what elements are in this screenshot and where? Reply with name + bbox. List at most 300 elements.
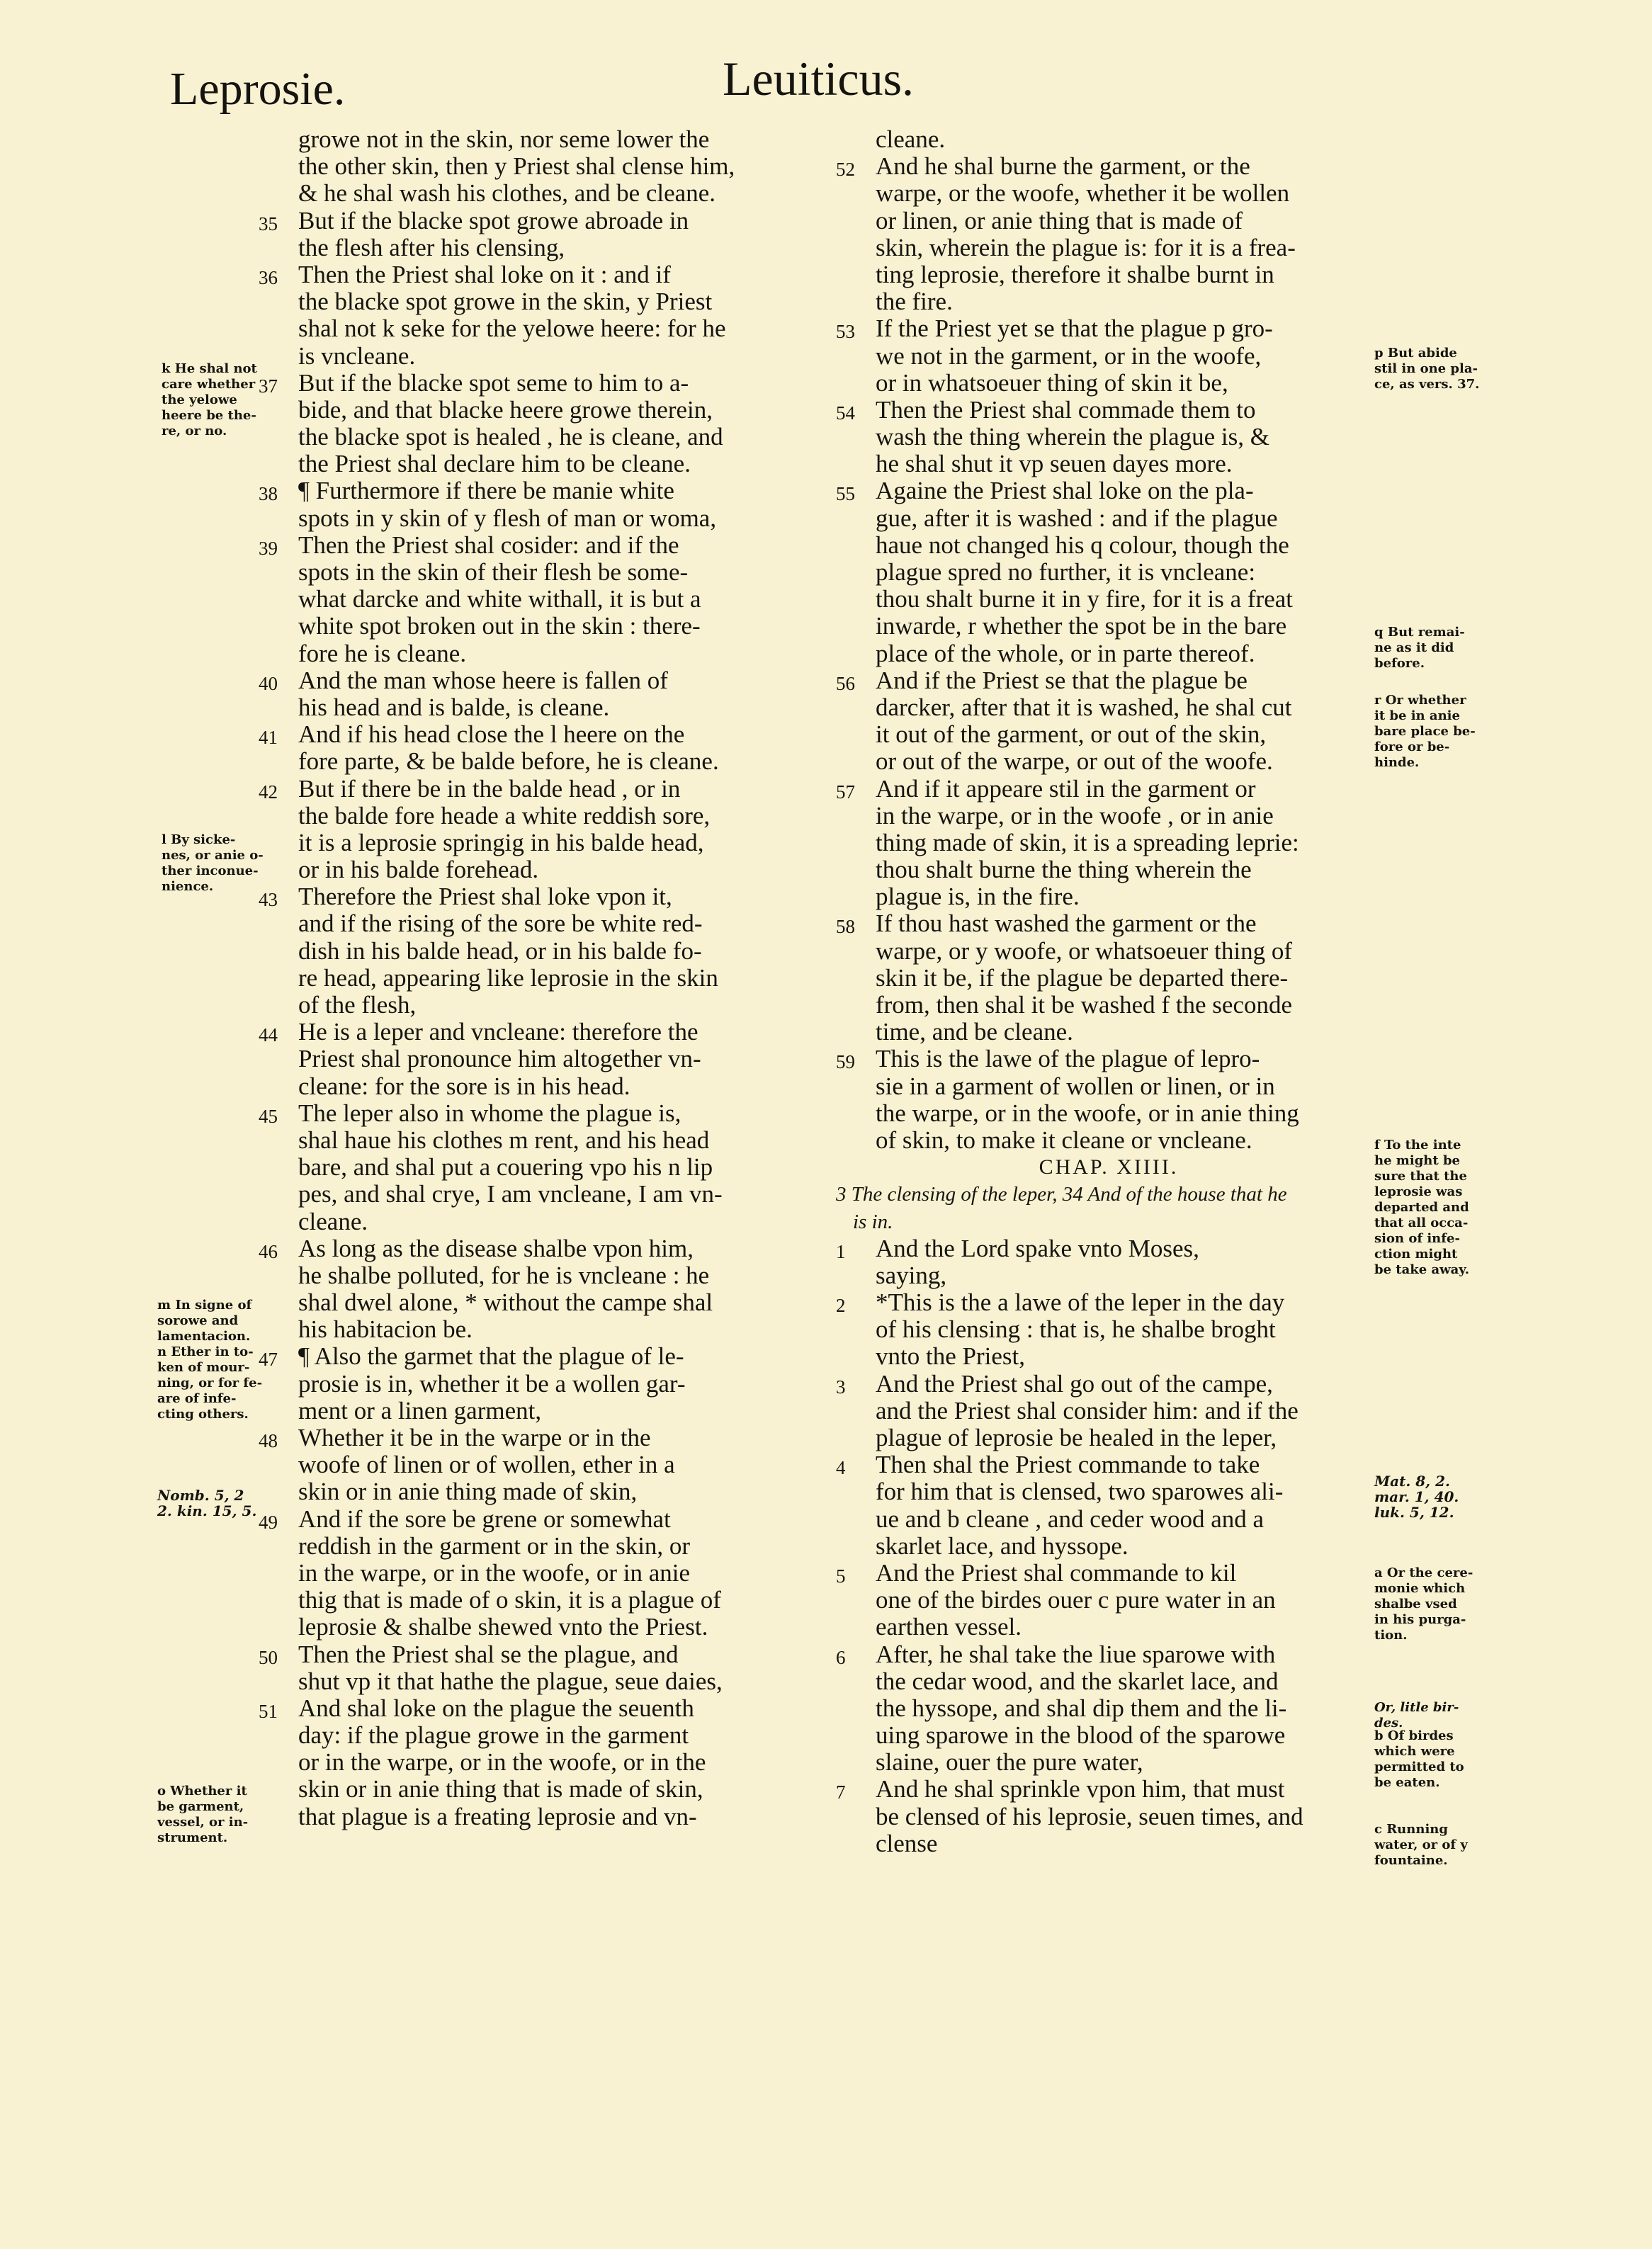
chapter-heading: CHAP. XIIII. bbox=[1039, 1155, 1179, 1179]
verse-text: pes, and shal crye, I am vncleane, I am vn- bbox=[298, 1181, 723, 1208]
margin-note-line: des. bbox=[1374, 1716, 1403, 1730]
verse-number: 6 bbox=[836, 1646, 846, 1668]
verse-text: or in whatsoeuer thing of skin it be, bbox=[876, 369, 1228, 397]
verse-text: ¶ Also the garmet that the plague of le- bbox=[298, 1343, 684, 1371]
text-line bbox=[259, 1235, 832, 1262]
verse-text: Whether it be in the warpe or in the bbox=[298, 1424, 651, 1451]
margin-note-line: n Ether in to- bbox=[157, 1344, 254, 1359]
text-line bbox=[836, 938, 1381, 965]
margin-note-line: sorowe and bbox=[157, 1313, 239, 1328]
text-line bbox=[836, 1830, 1381, 1857]
text-line bbox=[259, 1668, 832, 1695]
margin-note-l bbox=[162, 832, 264, 895]
margin-note-line: ther inconue- bbox=[162, 863, 259, 878]
margin-note-line: in his purga- bbox=[1374, 1612, 1466, 1627]
verse-text: of his clensing : that is, he shalbe broght bbox=[876, 1316, 1276, 1344]
margin-note-line: mar. 1, 40. bbox=[1374, 1488, 1459, 1505]
text-line bbox=[836, 370, 1381, 397]
margin-note-line: water, or of y bbox=[1374, 1837, 1468, 1852]
text-line bbox=[259, 910, 832, 937]
verse-text: the cedar wood, and the skarlet lace, and bbox=[876, 1667, 1279, 1695]
margin-note-line: Or, litle bir- bbox=[1374, 1700, 1459, 1715]
verse-text: his head and is balde, is cleane. bbox=[298, 693, 610, 721]
verse-text: thou shalt burne it in y fire, for it is a freat bbox=[876, 586, 1294, 613]
margin-note-line: it be in anie bbox=[1374, 708, 1460, 723]
text-line bbox=[836, 153, 1381, 180]
margin-note-line: sure that the bbox=[1374, 1169, 1467, 1184]
margin-note-line: l By sicke- bbox=[162, 832, 236, 847]
text-line bbox=[836, 477, 1381, 504]
verse-number: 38 bbox=[259, 483, 278, 505]
text-line bbox=[259, 397, 832, 424]
verse-number: 47 bbox=[259, 1349, 278, 1371]
verse-text: Then the Priest shal cosider: and if the bbox=[298, 531, 679, 559]
text-line bbox=[836, 803, 1381, 829]
text-line bbox=[836, 883, 1381, 910]
text-line bbox=[259, 1181, 832, 1208]
margin-note-line: be eaten. bbox=[1374, 1775, 1440, 1790]
text-line bbox=[259, 667, 832, 694]
margin-reference-left bbox=[157, 1488, 256, 1519]
text-line bbox=[259, 261, 832, 288]
text-line bbox=[259, 1127, 832, 1154]
margin-note-line: bare place be- bbox=[1374, 724, 1476, 739]
margin-note-line: fore or be- bbox=[1374, 740, 1450, 754]
verse-number: 37 bbox=[259, 375, 278, 397]
verse-text: The leper also in whome the plague is, bbox=[298, 1099, 681, 1127]
margin-note-line: re, or no. bbox=[162, 424, 227, 438]
verse-text: gue, after it is washed : and if the plague bbox=[876, 504, 1278, 532]
margin-note-line: ne as it did bbox=[1374, 640, 1454, 655]
left-text-column bbox=[259, 126, 832, 1830]
margin-note-line: heere be the- bbox=[162, 408, 256, 423]
margin-note-line: are of infe- bbox=[157, 1391, 237, 1406]
margin-note-line: cting others. bbox=[157, 1407, 249, 1422]
text-line bbox=[259, 1560, 832, 1587]
margin-note-r bbox=[1374, 693, 1476, 771]
text-line bbox=[259, 1289, 832, 1316]
text-line bbox=[259, 343, 832, 370]
margin-note-line: that all occa- bbox=[1374, 1216, 1469, 1230]
margin-note-line: strument. bbox=[157, 1830, 228, 1845]
verse-text: fore parte, & be balde before, he is cleane. bbox=[298, 748, 719, 776]
chapter-argument-line-1: 3 The clensing of the leper, 34 And of the house that he bbox=[836, 1183, 1287, 1206]
verse-text: skarlet lace, and hyssope. bbox=[876, 1532, 1128, 1560]
verse-text: he shalbe polluted, for he is vncleane : he bbox=[298, 1262, 710, 1289]
verse-text: ment or a linen garment, bbox=[298, 1397, 542, 1424]
text-line bbox=[836, 451, 1381, 477]
verse-text: the warpe, or in the woofe, or in anie thing bbox=[876, 1099, 1299, 1127]
verse-number: 4 bbox=[836, 1457, 846, 1479]
verse-number: 48 bbox=[259, 1430, 278, 1451]
text-line bbox=[259, 505, 832, 532]
verse-text: cleane: for the sore is in his head. bbox=[298, 1072, 630, 1100]
verse-text: And the man whose heere is fallen of bbox=[298, 667, 668, 694]
verse-text: spots in the skin of their flesh be some- bbox=[298, 559, 689, 586]
text-line bbox=[259, 1262, 832, 1289]
margin-note-f bbox=[1374, 1138, 1469, 1278]
text-line bbox=[836, 776, 1381, 803]
text-line bbox=[836, 1316, 1381, 1343]
text-line bbox=[836, 1262, 1381, 1289]
text-line bbox=[836, 965, 1381, 992]
verse-text: or in his balde forehead. bbox=[298, 856, 539, 884]
verse-text: in the warpe, or in the woofe, or in anie bbox=[298, 1559, 691, 1587]
margin-note-line: q But remai- bbox=[1374, 625, 1465, 640]
verse-text: vnto the Priest, bbox=[876, 1343, 1025, 1371]
text-line bbox=[836, 1803, 1381, 1830]
verse-text: dish in his balde head, or in his balde fo- bbox=[298, 937, 702, 965]
verse-number: 40 bbox=[259, 672, 278, 694]
text-line bbox=[836, 208, 1381, 234]
text-line bbox=[836, 397, 1381, 424]
text-line bbox=[259, 1641, 832, 1668]
verse-number: 44 bbox=[259, 1024, 278, 1046]
margin-note-line: c Running bbox=[1374, 1822, 1448, 1837]
text-line bbox=[259, 938, 832, 965]
margin-note-line: before. bbox=[1374, 656, 1425, 671]
verse-number: 43 bbox=[259, 889, 278, 911]
text-line bbox=[836, 1668, 1381, 1695]
verse-text: bare, and shal put a couering vpo his n lip bbox=[298, 1154, 713, 1182]
verse-text: skin or in anie thing made of skin, bbox=[298, 1478, 638, 1506]
text-line bbox=[836, 1506, 1381, 1533]
text-line bbox=[259, 477, 832, 504]
text-line bbox=[259, 1343, 832, 1370]
text-line bbox=[259, 586, 832, 613]
margin-note-line: b Of birdes bbox=[1374, 1728, 1454, 1743]
verse-text: growe not in the skin, nor seme lower the bbox=[298, 126, 710, 153]
text-line bbox=[836, 288, 1381, 315]
verse-text: leprosie & shalbe shewed vnto the Priest. bbox=[298, 1614, 708, 1641]
text-line bbox=[836, 234, 1381, 261]
verse-text: And if his head close the l heere on the bbox=[298, 721, 685, 749]
text-line bbox=[259, 1073, 832, 1100]
text-line bbox=[836, 180, 1381, 207]
right-text-part-b bbox=[836, 1235, 1381, 1857]
text-line bbox=[259, 1100, 832, 1127]
text-line bbox=[259, 208, 832, 234]
text-line bbox=[259, 1371, 832, 1398]
verse-text: the balde fore heade a white reddish sore, bbox=[298, 802, 711, 829]
verse-text: And the Priest shal go out of the campe, bbox=[876, 1370, 1273, 1398]
margin-note-k bbox=[162, 361, 257, 439]
text-line bbox=[259, 1208, 832, 1235]
text-line bbox=[259, 1398, 832, 1424]
text-line bbox=[259, 1722, 832, 1749]
verse-text: for him that is clensed, two sparowes ali- bbox=[876, 1478, 1284, 1506]
text-line bbox=[836, 748, 1381, 775]
text-line bbox=[259, 315, 832, 342]
text-line bbox=[259, 126, 832, 153]
verse-text: we not in the garment, or in the woofe, bbox=[876, 342, 1262, 370]
text-line bbox=[259, 451, 832, 477]
verse-text: skin, wherein the plague is: for it is a frea- bbox=[876, 234, 1296, 261]
running-head-book: Leuiticus. bbox=[723, 52, 915, 106]
margin-note-line: which were bbox=[1374, 1744, 1455, 1759]
margin-note-line: k He shal not bbox=[162, 361, 257, 376]
verse-text: the Priest shal declare him to be cleane. bbox=[298, 451, 691, 478]
margin-note-line: leprosie was bbox=[1374, 1184, 1463, 1199]
text-line bbox=[836, 1776, 1381, 1803]
text-line bbox=[836, 1398, 1381, 1424]
text-line bbox=[836, 1371, 1381, 1398]
verse-text: skin or in anie thing that is made of skin, bbox=[298, 1776, 703, 1803]
verse-number: 35 bbox=[259, 213, 278, 234]
verse-text: reddish in the garment or in the skin, or bbox=[298, 1532, 691, 1560]
verse-text: And shal loke on the plague the seuenth bbox=[298, 1694, 694, 1722]
text-line bbox=[836, 1560, 1381, 1587]
verse-number: 54 bbox=[836, 402, 855, 424]
verse-number: 46 bbox=[259, 1240, 278, 1262]
text-line bbox=[836, 532, 1381, 559]
margin-note-line: lamentacion. bbox=[157, 1329, 251, 1344]
verse-text: white spot broken out in the skin : there- bbox=[298, 613, 701, 640]
verse-text: If the Priest yet se that the plague p gro- bbox=[876, 315, 1273, 343]
verse-text: saying, bbox=[876, 1262, 947, 1289]
margin-note-line: ning, or for fe- bbox=[157, 1376, 263, 1390]
text-line bbox=[836, 1046, 1381, 1072]
verse-text: If thou hast washed the garment or the bbox=[876, 910, 1257, 938]
text-line bbox=[836, 261, 1381, 288]
verse-text: from, then shal it be washed f the seconde bbox=[876, 992, 1293, 1019]
verse-text: that plague is a freating leprosie and vn- bbox=[298, 1803, 697, 1830]
text-line bbox=[836, 1073, 1381, 1100]
text-line bbox=[836, 640, 1381, 667]
verse-text: cleane. bbox=[298, 1208, 368, 1235]
margin-note-line: nience. bbox=[162, 879, 214, 894]
verse-text: shal haue his clothes m rent, and his head bbox=[298, 1126, 710, 1154]
verse-text: one of the birdes ouer c pure water in an bbox=[876, 1587, 1276, 1614]
text-line bbox=[259, 370, 832, 397]
verse-text: shal not k seke for the yelowe heere: for he bbox=[298, 315, 726, 343]
text-line bbox=[836, 829, 1381, 856]
verse-text: plague of leprosie be healed in the leper, bbox=[876, 1424, 1277, 1451]
verse-text: or linen, or anie thing that is made of bbox=[876, 207, 1243, 234]
verse-text: prosie is in, whether it be a wollen gar- bbox=[298, 1370, 686, 1398]
chapter-argument-line-2: is in. bbox=[853, 1210, 893, 1233]
verse-text: he shal shut it vp seuen dayes more. bbox=[876, 451, 1233, 478]
text-line bbox=[259, 1776, 832, 1803]
margin-note-line: a Or the cere- bbox=[1374, 1565, 1473, 1580]
verse-number: 41 bbox=[259, 727, 278, 749]
margin-note-line: ken of mour- bbox=[157, 1360, 250, 1375]
verse-text: But if the blacke spot growe abroade in bbox=[298, 207, 689, 234]
text-line bbox=[836, 1451, 1381, 1478]
text-line bbox=[259, 640, 832, 667]
verse-number: 57 bbox=[836, 781, 855, 803]
text-line bbox=[836, 1695, 1381, 1722]
text-line bbox=[836, 315, 1381, 342]
verse-text: shal dwel alone, * without the campe shal bbox=[298, 1289, 713, 1317]
verse-text: inwarde, r whether the spot be in the bare bbox=[876, 613, 1287, 640]
margin-note-line: luk. 5, 12. bbox=[1374, 1504, 1454, 1521]
verse-text: and if the rising of the sore be white red- bbox=[298, 910, 703, 938]
verse-text: wash the thing wherein the plague is, & bbox=[876, 424, 1269, 451]
margin-note-line: stil in one pla- bbox=[1374, 361, 1478, 376]
verse-text: the other skin, then y Priest shal clense him, bbox=[298, 153, 735, 181]
verse-text: And the Lord spake vnto Moses, bbox=[876, 1235, 1199, 1262]
verse-text: He is a leper and vncleane: therefore the bbox=[298, 1019, 698, 1046]
margin-note-p bbox=[1374, 346, 1479, 392]
verse-number: 5 bbox=[836, 1565, 846, 1587]
margin-note-line: be garment, bbox=[157, 1799, 244, 1814]
text-line bbox=[259, 1154, 832, 1181]
text-line bbox=[836, 1749, 1381, 1776]
text-line bbox=[259, 992, 832, 1019]
verse-text: Therefore the Priest shal loke vpon it, bbox=[298, 883, 672, 911]
verse-number: 39 bbox=[259, 537, 278, 559]
margin-note-line: he might be bbox=[1374, 1153, 1460, 1168]
text-line bbox=[259, 1803, 832, 1830]
verse-text: skin it be, if the plague be departed there- bbox=[876, 964, 1289, 992]
text-line bbox=[259, 234, 832, 261]
text-line bbox=[259, 1506, 832, 1533]
text-line bbox=[259, 532, 832, 559]
verse-number: 49 bbox=[259, 1511, 278, 1533]
verse-text: the flesh after his clensing, bbox=[298, 234, 565, 261]
verse-text: bide, and that blacke heere growe therein, bbox=[298, 396, 713, 424]
verse-text: ue and b cleane , and ceder wood and a bbox=[876, 1505, 1265, 1533]
margin-note-line: departed and bbox=[1374, 1200, 1469, 1215]
verse-text: clense bbox=[876, 1830, 938, 1857]
margin-note-line: care whether bbox=[162, 377, 256, 392]
text-line bbox=[836, 1641, 1381, 1668]
verse-text: fore he is cleane. bbox=[298, 640, 467, 667]
text-line bbox=[836, 1127, 1381, 1154]
margin-note-line: permitted to bbox=[1374, 1760, 1464, 1774]
verse-text: the hyssope, and shal dip them and the li- bbox=[876, 1694, 1287, 1722]
verse-text: his habitacion be. bbox=[298, 1316, 473, 1344]
verse-text: sie in a garment of wollen or linen, or in bbox=[876, 1072, 1275, 1100]
text-line bbox=[259, 1749, 832, 1776]
margin-note-line: the yelowe bbox=[162, 392, 237, 407]
text-line bbox=[259, 776, 832, 803]
verse-text: or out of the warpe, or out of the woofe. bbox=[876, 748, 1273, 776]
margin-note-n bbox=[157, 1344, 262, 1422]
margin-note-c bbox=[1374, 1822, 1468, 1869]
text-line bbox=[836, 1289, 1381, 1316]
verse-text: plague is, in the fire. bbox=[876, 883, 1080, 911]
verse-text: This is the lawe of the plague of lepro- bbox=[876, 1046, 1260, 1073]
verse-text: But if there be in the balde head , or in bbox=[298, 775, 681, 803]
verse-text: But if the blacke spot seme to him to a- bbox=[298, 369, 689, 397]
text-line bbox=[259, 1316, 832, 1343]
verse-text: is vncleane. bbox=[298, 342, 416, 370]
verse-number: 42 bbox=[259, 781, 278, 803]
verse-text: plague spred no further, it is vncleane: bbox=[876, 559, 1256, 586]
margin-note-line: sion of infe- bbox=[1374, 1231, 1460, 1246]
verse-number: 53 bbox=[836, 321, 855, 343]
verse-text: After, he shal take the liue sparowe with bbox=[876, 1641, 1276, 1668]
verse-number: 56 bbox=[836, 672, 855, 694]
verse-text: the fire. bbox=[876, 288, 953, 316]
text-line bbox=[259, 1533, 832, 1560]
verse-text: warpe, or y woofe, or whatsoeuer thing of bbox=[876, 937, 1293, 965]
text-line bbox=[259, 1451, 832, 1478]
text-line bbox=[259, 1587, 832, 1614]
running-head-left: Leprosie. bbox=[170, 63, 346, 115]
verse-text: Then the Priest shal commade them to bbox=[876, 396, 1256, 424]
verse-text: spots in y skin of y flesh of man or woma, bbox=[298, 504, 717, 532]
text-line bbox=[259, 1614, 832, 1641]
text-line bbox=[836, 343, 1381, 370]
text-line bbox=[836, 126, 1381, 153]
text-line bbox=[259, 803, 832, 829]
margin-note-line: fountaine. bbox=[1374, 1853, 1448, 1868]
verse-text: And the Priest shal commande to kil bbox=[876, 1559, 1237, 1587]
text-line bbox=[259, 424, 832, 451]
text-line bbox=[836, 856, 1381, 883]
verse-text: of the flesh, bbox=[298, 992, 417, 1019]
margin-note-line: o Whether it bbox=[157, 1784, 247, 1798]
text-line bbox=[836, 1424, 1381, 1451]
margin-note-line: m In signe of bbox=[157, 1298, 252, 1313]
verse-text: thing made of skin, it is a spreading leprie: bbox=[876, 829, 1299, 856]
margin-note-line: nes, or anie o- bbox=[162, 848, 264, 863]
text-line bbox=[259, 1478, 832, 1505]
text-line bbox=[836, 559, 1381, 586]
verse-text: time, and be cleane. bbox=[876, 1019, 1073, 1046]
verse-text: earthen vessel. bbox=[876, 1614, 1022, 1641]
text-line bbox=[836, 1235, 1381, 1262]
verse-text: thou shalt burne the thing wherein the bbox=[876, 856, 1252, 884]
margin-note-line: hinde. bbox=[1374, 755, 1420, 770]
text-line bbox=[259, 180, 832, 207]
text-line bbox=[259, 829, 832, 856]
verse-text: cleane. bbox=[876, 126, 946, 153]
margin-note-line: ction might bbox=[1374, 1247, 1458, 1262]
text-line bbox=[836, 667, 1381, 694]
margin-note-m bbox=[157, 1298, 251, 1344]
margin-note-o bbox=[157, 1784, 248, 1846]
margin-note-line: ce, as vers. 37. bbox=[1374, 377, 1480, 392]
verse-text: woofe of linen or of wollen, ether in a bbox=[298, 1451, 675, 1479]
verse-text: *This is the a lawe of the leper in the day bbox=[876, 1289, 1285, 1317]
right-text-column bbox=[836, 126, 1381, 1857]
margin-note-or bbox=[1374, 1700, 1459, 1731]
margin-note-line: Mat. 8, 2. bbox=[1374, 1473, 1450, 1490]
text-line bbox=[836, 992, 1381, 1019]
text-line bbox=[836, 1019, 1381, 1046]
verse-number: 1 bbox=[836, 1240, 846, 1262]
margin-reference-right bbox=[1374, 1473, 1459, 1520]
text-line bbox=[259, 153, 832, 180]
margin-note-line: Nomb. 5, 2 bbox=[157, 1487, 244, 1504]
verse-number: 7 bbox=[836, 1781, 846, 1803]
verse-text: the blacke spot is healed , he is cleane, and bbox=[298, 424, 723, 451]
verse-text: And if the sore be grene or somewhat bbox=[298, 1505, 671, 1533]
verse-text: & he shal wash his clothes, and be cleane. bbox=[298, 180, 715, 208]
verse-text: what darcke and white withall, it is but a bbox=[298, 586, 701, 613]
text-line bbox=[836, 586, 1381, 613]
text-line bbox=[259, 721, 832, 748]
verse-number: 52 bbox=[836, 159, 855, 181]
verse-text: And he shal sprinkle vpon him, that must bbox=[876, 1776, 1285, 1803]
text-line bbox=[836, 1343, 1381, 1370]
verse-text: And if the Priest se that the plague be bbox=[876, 667, 1248, 694]
margin-note-line: be take away. bbox=[1374, 1262, 1469, 1277]
text-line bbox=[259, 613, 832, 640]
text-line bbox=[836, 613, 1381, 640]
text-line bbox=[259, 748, 832, 775]
verse-text: Then the Priest shal loke on it : and if bbox=[298, 261, 671, 288]
verse-text: of skin, to make it cleane or vncleane. bbox=[876, 1126, 1252, 1154]
verse-text: thig that is made of o skin, it is a plague of bbox=[298, 1587, 721, 1614]
verse-text: ting leprosie, therefore it shalbe burnt in bbox=[876, 261, 1274, 288]
text-line bbox=[836, 1722, 1381, 1749]
verse-text: uing sparowe in the blood of the sparowe bbox=[876, 1722, 1286, 1750]
